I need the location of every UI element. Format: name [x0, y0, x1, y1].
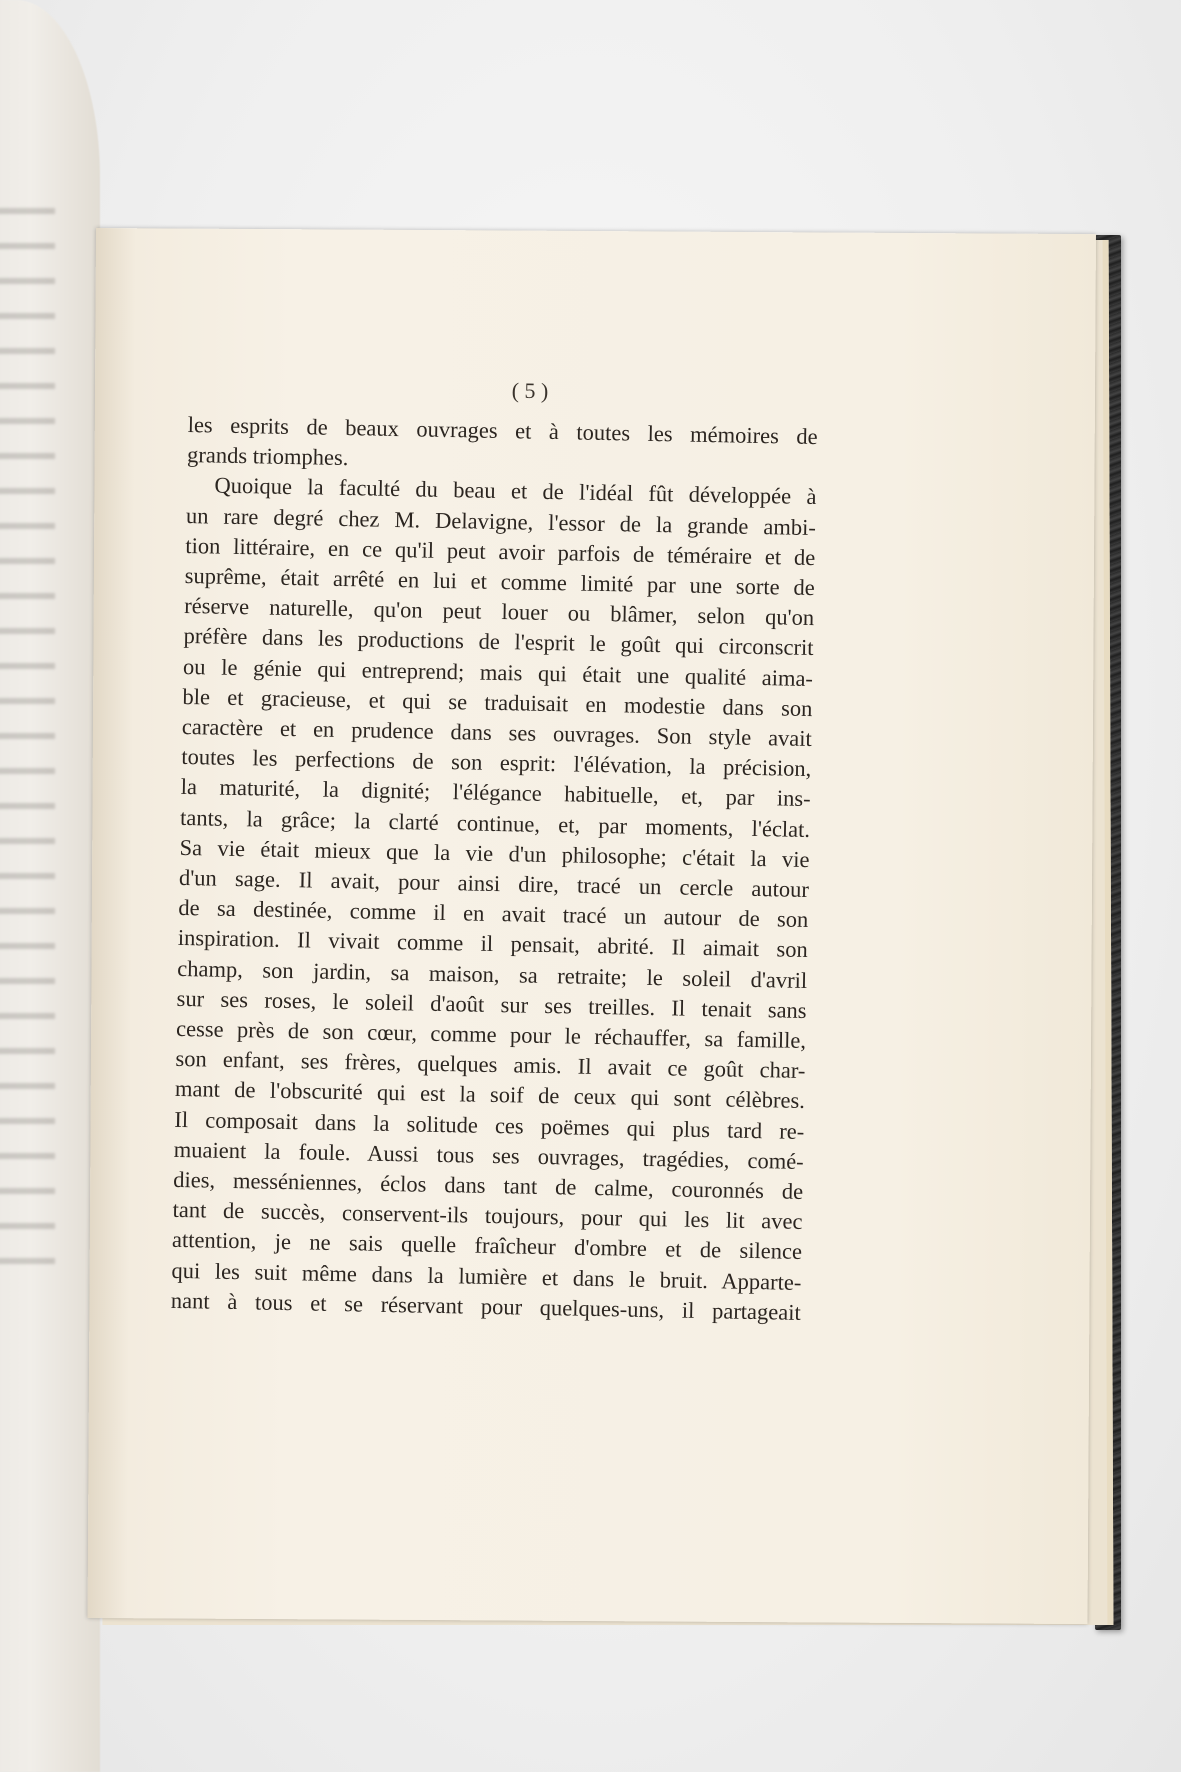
text-line: mant de l'obscurité qui est la soif de ceux qui sont célèbres. — [174, 1076, 806, 1114]
page-number: ( 5 ) — [511, 377, 549, 404]
text-line: son enfant, ses frères, quelques amis. Il avait ce goût char- — [175, 1046, 806, 1084]
text-line: réserve naturelle, qu'on peut louer ou blâmer, selon qu'on — [184, 593, 815, 631]
text-line: d'un sage. Il avait, pour ainsi dire, tracé un cercle autour — [178, 864, 810, 903]
page-text-block — [171, 410, 818, 1328]
text-line: Sa vie était mieux que la vie d'un philosophe; c'était la vie — [179, 834, 810, 872]
text-line: tant de succès, conservent-ils toujours, pour qui les lit avec — [172, 1197, 803, 1235]
text-line: préfère dans les productions de l'esprit le goût qui circonscrit — [183, 623, 814, 661]
left-facing-page — [0, 0, 100, 1772]
text-line: suprême, était arrêté en lui et comme limité par une sorte de — [184, 562, 815, 601]
text-line: tion littéraire, en ce qu'il peut avoir parfois de téméraire et de — [185, 532, 816, 570]
text-line: cesse près de son cœur, comme pour le réchauffer, sa famille, — [175, 1015, 807, 1054]
text-line: champ, son jardin, sa maison, sa retraite; le soleil d'avril — [177, 955, 808, 993]
text-line: ou le génie qui entreprend; mais qui était une qualité aima- — [182, 653, 814, 691]
text-line: nant à tous et se réservant pour quelques-uns, il partageait — [170, 1287, 802, 1325]
left-page-blurred-text — [0, 190, 55, 1280]
text-line: un rare degré chez M. Delavigne, l'essor de la grande ambi- — [185, 502, 817, 540]
text-line: de sa destinée, comme il en avait tracé un autour de son — [178, 895, 809, 933]
text-line: Quoique la faculté du beau et de l'idéal fût développée à — [214, 472, 817, 510]
text-line: grands triomphes. — [186, 442, 349, 471]
text-line: la maturité, la dignité; l'élégance habituelle, et, par ins- — [180, 774, 811, 812]
text-line: qui les suit même dans la lumière et dans le bruit. Apparte- — [171, 1257, 802, 1295]
text-line: Il composait dans la solitude ces poëmes qui plus tard re- — [174, 1106, 805, 1144]
text-line: tants, la grâce; la clarté continue, et, par moments, l'éclat. — [179, 804, 811, 842]
text-line: attention, je ne sais quelle fraîcheur d'ombre et de silence — [171, 1227, 803, 1265]
text-line: muaient la foule. Aussi tous ses ouvrages, tragédies, comé- — [173, 1136, 804, 1174]
text-line: dies, messéniennes, éclos dans tant de calme, couronnés de — [172, 1166, 804, 1205]
text-line: les esprits de beaux ouvrages et à toutes les mémoires de — [187, 411, 818, 450]
text-line: sur ses roses, le soleil d'août sur ses treilles. Il tenait sans — [176, 985, 807, 1023]
text-line: inspiration. Il vivait comme il pensait, abrité. Il aimait son — [177, 925, 808, 963]
text-line: toutes les perfections de son esprit: l'élévation, la précision, — [181, 744, 812, 782]
text-line: ble et gracieuse, et qui se traduisait en modestie dans son — [182, 683, 813, 721]
text-line: caractère et en prudence dans ses ouvrages. Son style avait — [181, 713, 813, 752]
